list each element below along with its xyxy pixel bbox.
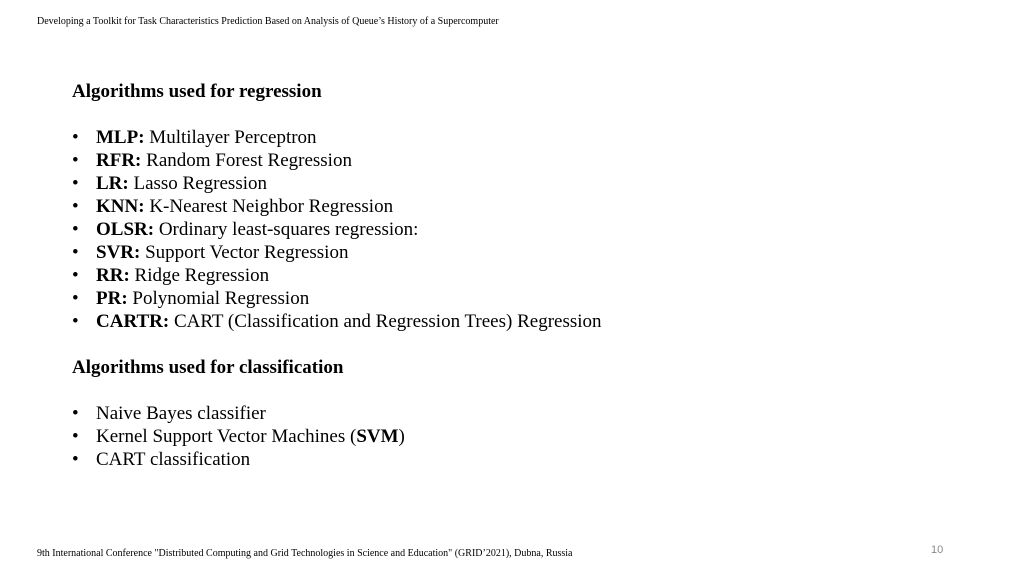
bullet-icon: •: [72, 127, 79, 148]
bullet-icon: •: [72, 173, 79, 194]
algorithm-desc: Ridge Regression: [129, 265, 270, 286]
algorithm-desc: Ordinary least-squares regression:: [154, 219, 419, 240]
algorithm-abbr: LR:: [96, 173, 129, 194]
algorithm-abbr: OLSR:: [96, 219, 155, 240]
list-item: [72, 310, 972, 333]
algorithm-desc: K-Nearest Neighbor Regression: [144, 196, 394, 217]
list-item: [72, 218, 972, 241]
slide-content: [72, 80, 972, 471]
algorithm-abbr: MLP:: [96, 127, 145, 148]
regression-list: [72, 126, 972, 333]
list-item: [72, 241, 972, 264]
list-item: [72, 448, 972, 471]
regression-heading: Algorithms used for regression: [72, 81, 322, 102]
algorithm-desc: Support Vector Regression: [140, 242, 349, 263]
list-item: [72, 287, 972, 310]
classifier-name-suffix: ): [398, 426, 405, 447]
algorithm-desc: Lasso Regression: [128, 173, 267, 194]
list-item: [72, 126, 972, 149]
bullet-icon: •: [72, 150, 79, 171]
classification-list: [72, 402, 972, 471]
bullet-icon: •: [72, 403, 79, 424]
spacer: [72, 379, 972, 402]
list-item: [72, 172, 972, 195]
list-item: [72, 425, 972, 448]
algorithm-abbr: CARTR:: [96, 311, 170, 332]
classifier-abbr: SVM: [356, 426, 399, 447]
page-number: 10: [931, 544, 944, 556]
algorithm-abbr: PR:: [96, 288, 128, 309]
classifier-name-prefix: Kernel Support Vector Machines (: [96, 426, 357, 447]
classifier-name: CART classification: [96, 449, 251, 470]
algorithm-abbr: KNN:: [96, 196, 145, 217]
list-item: [72, 195, 972, 218]
bullet-icon: •: [72, 288, 79, 309]
bullet-icon: •: [72, 426, 79, 447]
classification-heading: Algorithms used for classification: [72, 357, 344, 378]
bullet-icon: •: [72, 219, 79, 240]
bullet-icon: •: [72, 265, 79, 286]
algorithm-desc: Polynomial Regression: [127, 288, 310, 309]
classifier-name: Naive Bayes classifier: [96, 403, 266, 424]
bullet-icon: •: [72, 242, 79, 263]
algorithm-abbr: RR:: [96, 265, 130, 286]
algorithm-desc: CART (Classification and Regression Trees) Regression: [169, 311, 602, 332]
slide-footer: 9th International Conference "Distributed Computing and Grid Technologies in Science and Education" (GRID’2021), Dubna, Russia: [37, 548, 573, 559]
list-item: [72, 264, 972, 287]
algorithm-desc: Multilayer Perceptron: [144, 127, 317, 148]
list-item: [72, 149, 972, 172]
algorithm-abbr: SVR:: [96, 242, 141, 263]
slide-header: Developing a Toolkit for Task Characteristics Prediction Based on Analysis of Queue’s History of a Supercomputer: [37, 16, 499, 27]
algorithm-abbr: RFR:: [96, 150, 142, 171]
bullet-icon: •: [72, 449, 79, 470]
bullet-icon: •: [72, 311, 79, 332]
spacer: [72, 333, 972, 356]
algorithm-desc: Random Forest Regression: [141, 150, 352, 171]
spacer: [72, 103, 972, 126]
list-item: [72, 402, 972, 425]
bullet-icon: •: [72, 196, 79, 217]
